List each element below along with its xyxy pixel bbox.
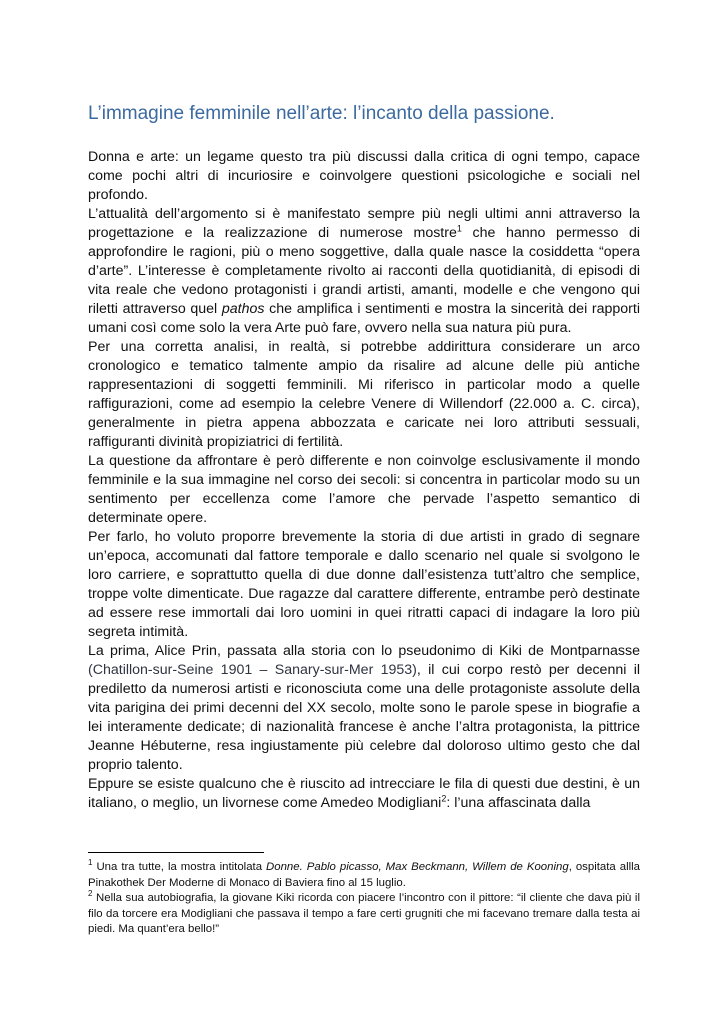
exhibition-title: Donne. Pablo picasso, Max Beckmann, Willem de Kooning [266, 861, 569, 873]
paragraph-6: La prima, Alice Prin, passata alla storia con lo pseudonimo di Kiki de Montparnasse (Chatillon-sur-Seine 1901 – Sanary-sur-Mer 1953), il cui corpo restò per decenni il prediletto da numerosi artisti e riconosciuta come una delle protagoniste assolute della vita parigina dei primi decenni del XX secolo, molte sono le parole spese in biografie a lei interamente dedicate; di nazionalità francese è anche l’altra protagonista, la pittrice Jeanne Hébuterne, resa ingiustamente più celebre dal doloroso ultimo gesto che dal proprio talento. [88, 643, 640, 773]
emphasis-pathos: pathos [221, 301, 265, 317]
footnote-separator [88, 852, 264, 853]
footnote-1: $^1$ Una tra tutte, la mostra intitolata Donne. Pablo picasso, Max Beckmann, Willem de Kooning, ospitata allla Pinakothek Der Moderne di Monaco di Baviera fino al 15 luglio. [88, 858, 640, 889]
paragraph-5: Per farlo, ho voluto proporre brevemente la storia di due artisti in grado di segnare un’epoca, accomunati dal fattore temporale e dallo scenario nel quale si svolgono le loro carriere, e soprattutto quella di due donne dall’esistenza tutt’altro che semplice, troppe volte dimenticate. Due ragazze dal carattere differente, entrambe però destinate ad essere rese immortali dai loro uomini in quei ritratti capaci di indagare la loro più segreta intimità. [88, 529, 640, 640]
paragraph-4: La questione da affrontare è però differente e non coinvolge esclusivamente il mondo femminile e la sua immagine nel corso dei secoli: si concentra in particolar modo su un sentimento per eccellenza come l’amore che pervade l’aspetto semantico di determinate opere. [88, 453, 640, 526]
footnotes [88, 860, 640, 938]
footnote-2: $^2$ Nella sua autobiografia, la giovane Kiki ricorda con piacere l’incontro con il pittore: “il cliente che dava più il filo da torcere era Modigliani che passava il tempo a fare certi grugniti che mi facevano tremare dalla testa ai piedi. Ma quant’era bello!” [88, 889, 640, 935]
document-body [88, 148, 640, 813]
paragraph-7: Eppure se esiste qualcuno che è riuscito ad intrecciare le fila di questi due destini, è un italiano, o meglio, un livornese come Amedeo Modigliani$^2$: l’una affascinata dalla [88, 776, 640, 811]
document-title: L’immagine femminile nell’arte: l’incanto della passione. [88, 103, 555, 124]
paragraph-3: Per una corretta analisi, in realtà, si potrebbe addirittura considerare un arco cronologico e tematico talmente ampio da risalire ad alcune delle più antiche rappresentazioni di soggetti femminili. Mi riferisco in particolar modo a quelle raffigurazioni, come ad esempio la celebre Venere di Willendorf (22.000 a. C. circa), generalmente in pietra appena abbozzata e caricate nei loro attributi sessuali, raffiguranti divinità propiziatrici di fertilità. [88, 339, 640, 450]
footnote-ref-2: 2 [441, 793, 447, 804]
place-dates: (Chatillon-sur-Seine 1901 – Sanary-sur-Mer 1953) [88, 662, 417, 678]
paragraph-2: L’attualità dell’argomento si è manifestato sempre più negli ultimi anni attraverso la progettazione e la realizzazione di numerose mostre$^1$ che hanno permesso di approfondire le ragioni, più o meno soggettive, dalla quale nasce la cosiddetta “opera d’arte”. L’interesse è completamente rivolto ai racconti della quotidianità, di episodi di vita reale che vedono protagonisti i grandi artisti, amanti, modelle e che vengono qui riletti attraverso quel pathos che amplifica i sentimenti e mostra la sincerità dei rapporti umani così come solo la vera Arte può fare, ovvero nella sua natura più pura. [88, 206, 641, 336]
footnote-ref-1: 1 [456, 223, 462, 234]
paragraph-1: Donna e arte: un legame questo tra più discussi dalla critica di ogni tempo, capace come pochi altri di incuriosire e coinvolgere questioni psicologiche e sociali nel profondo. [88, 149, 640, 203]
